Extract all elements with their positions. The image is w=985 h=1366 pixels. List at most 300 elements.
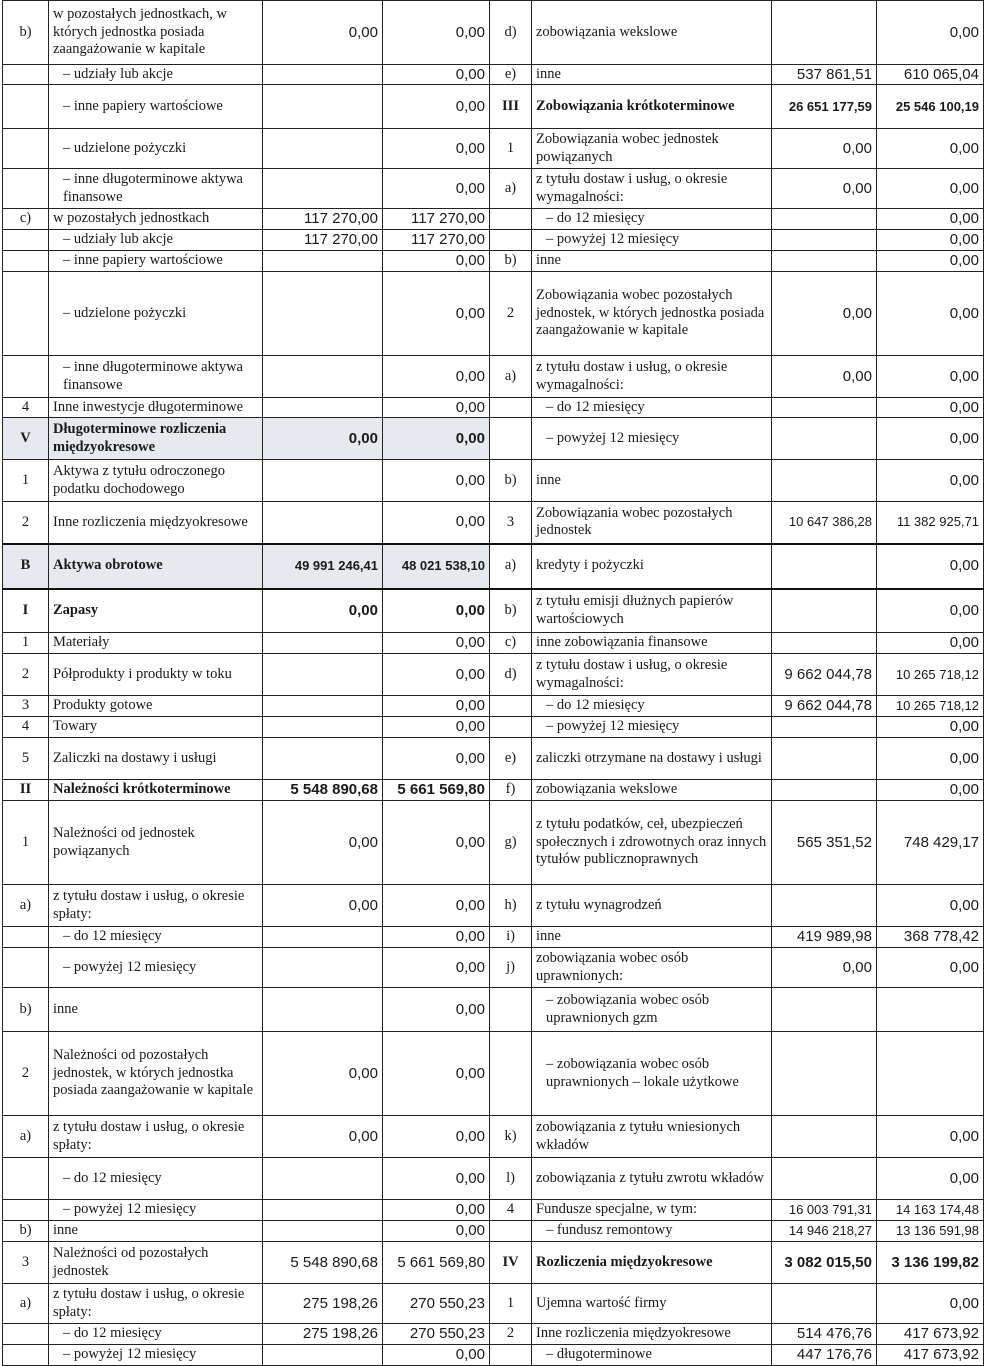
asset-value-current: 0,00 [263, 1116, 383, 1158]
liability-value-previous: 11 382 925,71 [877, 502, 984, 544]
asset-item-label: – do 12 miesięcy [49, 1324, 263, 1345]
liability-item-label: z tytułu podatków, ceł, ubezpieczeń społecznych i zdrowotnych oraz innych tytułów publicznoprawnych [532, 801, 772, 885]
liability-value-current [772, 1158, 877, 1200]
table-row [3, 272, 984, 356]
liability-item-number: 1 [490, 129, 532, 169]
liability-item-number [490, 1032, 532, 1116]
liability-value-current: 514 476,76 [772, 1324, 877, 1345]
asset-value-previous: 0,00 [383, 418, 490, 460]
table-row [3, 1, 984, 65]
liability-value-current [772, 230, 877, 251]
liability-value-previous: 0,00 [877, 885, 984, 927]
asset-value-current [263, 696, 383, 717]
liability-value-previous [877, 1032, 984, 1116]
asset-value-previous: 270 550,23 [383, 1284, 490, 1324]
asset-value-current [263, 85, 383, 129]
liability-item-number [490, 1345, 532, 1366]
asset-item-number: 2 [3, 654, 49, 696]
liability-item-number: k) [490, 1116, 532, 1158]
table-row [3, 1284, 984, 1324]
liability-item-label: – zobowiązania wobec osób uprawnionych – lokale użytkowe [532, 1032, 772, 1116]
liability-item-label: zobowiązania z tytułu wniesionych wkładów [532, 1116, 772, 1158]
liability-item-label: – długoterminowe [532, 1345, 772, 1366]
asset-item-number [3, 1345, 49, 1366]
asset-value-previous: 5 661 569,80 [383, 1242, 490, 1284]
asset-value-current [263, 502, 383, 544]
liability-item-number: 2 [490, 272, 532, 356]
liability-value-current: 0,00 [772, 356, 877, 398]
liability-item-number: b) [490, 589, 532, 633]
asset-item-number: c) [3, 209, 49, 230]
liability-value-previous: 0,00 [877, 738, 984, 780]
asset-value-previous: 0,00 [383, 633, 490, 654]
asset-value-current [263, 272, 383, 356]
liability-item-number [490, 209, 532, 230]
liability-item-label: Zobowiązania wobec jednostek powiązanych [532, 129, 772, 169]
table-row [3, 717, 984, 738]
liability-value-previous: 0,00 [877, 418, 984, 460]
liability-item-number: b) [490, 460, 532, 502]
liability-item-number: d) [490, 654, 532, 696]
asset-item-label: Zaliczki na dostawy i usługi [49, 738, 263, 780]
asset-item-label: – inne papiery wartościowe [49, 251, 263, 272]
asset-item-number [3, 230, 49, 251]
liability-value-previous: 10 265 718,12 [877, 654, 984, 696]
asset-item-label: Półprodukty i produkty w toku [49, 654, 263, 696]
asset-value-previous: 117 270,00 [383, 209, 490, 230]
table-row [3, 696, 984, 717]
asset-value-previous: 0,00 [383, 589, 490, 633]
asset-value-previous: 270 550,23 [383, 1324, 490, 1345]
asset-item-label: z tytułu dostaw i usług, o okresie spłaty: [49, 1284, 263, 1324]
asset-value-previous: 0,00 [383, 801, 490, 885]
liability-value-previous: 0,00 [877, 633, 984, 654]
asset-value-current: 275 198,26 [263, 1284, 383, 1324]
asset-value-current: 0,00 [263, 1, 383, 65]
table-row [3, 927, 984, 948]
liability-item-number: III [490, 85, 532, 129]
asset-value-previous: 0,00 [383, 717, 490, 738]
asset-item-number [3, 251, 49, 272]
asset-item-number: a) [3, 1116, 49, 1158]
liability-value-previous: 368 778,42 [877, 927, 984, 948]
liability-value-previous: 0,00 [877, 460, 984, 502]
asset-item-label: – do 12 miesięcy [49, 1158, 263, 1200]
liability-value-previous: 0,00 [877, 129, 984, 169]
table-row [3, 780, 984, 801]
liability-item-number: e) [490, 738, 532, 780]
asset-value-previous: 0,00 [383, 502, 490, 544]
liability-item-label: Zobowiązania krótkoterminowe [532, 85, 772, 129]
table-row [3, 1242, 984, 1284]
liability-item-label: z tytułu dostaw i usług, o okresie wymagalności: [532, 654, 772, 696]
liability-value-previous: 417 673,92 [877, 1324, 984, 1345]
liability-item-label: Fundusze specjalne, w tym: [532, 1200, 772, 1221]
asset-item-label: Należności od jednostek powiązanych [49, 801, 263, 885]
asset-value-current [263, 738, 383, 780]
liability-item-number: e) [490, 65, 532, 85]
asset-item-number: V [3, 418, 49, 460]
liability-value-previous: 0,00 [877, 209, 984, 230]
liability-item-label: z tytułu emisji dłużnych papierów wartościowych [532, 589, 772, 633]
liability-item-label: Inne rozliczenia międzyokresowe [532, 1324, 772, 1345]
liability-value-current [772, 780, 877, 801]
liability-item-number: 1 [490, 1284, 532, 1324]
asset-item-label: Należności od pozostałych jednostek, w których jednostka posiada zaangażowanie w kapitale [49, 1032, 263, 1116]
asset-item-label: Aktywa obrotowe [49, 544, 263, 589]
asset-value-previous: 0,00 [383, 1116, 490, 1158]
liability-item-label: – do 12 miesięcy [532, 398, 772, 418]
asset-item-number: II [3, 780, 49, 801]
liability-value-previous: 0,00 [877, 1, 984, 65]
asset-item-number: b) [3, 1, 49, 65]
liability-item-label: Ujemna wartość firmy [532, 1284, 772, 1324]
table-row [3, 801, 984, 885]
asset-item-number [3, 169, 49, 209]
asset-item-number: 3 [3, 696, 49, 717]
liability-item-number: h) [490, 885, 532, 927]
liability-item-number: c) [490, 633, 532, 654]
liability-item-number: b) [490, 251, 532, 272]
asset-value-current [263, 460, 383, 502]
liability-value-current: 16 003 791,31 [772, 1200, 877, 1221]
liability-item-label: – fundusz remontowy [532, 1221, 772, 1242]
table-row [3, 251, 984, 272]
liability-item-label: zobowiązania wekslowe [532, 780, 772, 801]
asset-value-previous: 0,00 [383, 1345, 490, 1366]
asset-item-number: 5 [3, 738, 49, 780]
asset-value-previous: 0,00 [383, 927, 490, 948]
liability-value-previous: 0,00 [877, 1116, 984, 1158]
liability-value-previous: 0,00 [877, 1284, 984, 1324]
liability-value-current: 419 989,98 [772, 927, 877, 948]
liability-value-previous: 0,00 [877, 251, 984, 272]
table-row [3, 589, 984, 633]
liability-value-current [772, 1032, 877, 1116]
table-row [3, 230, 984, 251]
asset-value-previous: 0,00 [383, 1200, 490, 1221]
liability-item-label: – zobowiązania wobec osób uprawnionych gzm [532, 988, 772, 1032]
asset-item-number: 1 [3, 633, 49, 654]
asset-item-number [3, 1324, 49, 1345]
liability-value-current [772, 251, 877, 272]
asset-value-previous: 0,00 [383, 738, 490, 780]
liability-item-number [490, 418, 532, 460]
asset-item-label: – do 12 miesięcy [49, 927, 263, 948]
liability-item-number: 4 [490, 1200, 532, 1221]
liability-item-label: – powyżej 12 miesięcy [532, 717, 772, 738]
asset-value-previous: 0,00 [383, 988, 490, 1032]
liability-value-current: 537 861,51 [772, 65, 877, 85]
liability-item-label: – powyżej 12 miesięcy [532, 230, 772, 251]
table-row [3, 885, 984, 927]
asset-item-label: – inne papiery wartościowe [49, 85, 263, 129]
asset-item-number: a) [3, 885, 49, 927]
liability-value-previous: 0,00 [877, 544, 984, 589]
asset-item-label: inne [49, 1221, 263, 1242]
liability-value-current: 26 651 177,59 [772, 85, 877, 129]
table-row [3, 633, 984, 654]
asset-value-current [263, 1158, 383, 1200]
liability-item-number: a) [490, 544, 532, 589]
liability-item-label: zobowiązania wobec osób uprawnionych: [532, 948, 772, 988]
asset-value-previous: 0,00 [383, 398, 490, 418]
asset-value-previous: 0,00 [383, 1158, 490, 1200]
asset-item-label: Materiały [49, 633, 263, 654]
asset-item-label: Zapasy [49, 589, 263, 633]
liability-value-current [772, 1284, 877, 1324]
asset-item-number [3, 65, 49, 85]
asset-value-current [263, 251, 383, 272]
asset-value-current: 0,00 [263, 589, 383, 633]
asset-item-label: Należności krótkoterminowe [49, 780, 263, 801]
asset-value-previous: 48 021 538,10 [383, 544, 490, 589]
asset-value-current [263, 169, 383, 209]
liability-item-number: j) [490, 948, 532, 988]
liability-value-previous: 13 136 591,98 [877, 1221, 984, 1242]
asset-item-number: 2 [3, 502, 49, 544]
asset-item-label: – powyżej 12 miesięcy [49, 1345, 263, 1366]
asset-value-previous: 0,00 [383, 885, 490, 927]
liability-value-current: 0,00 [772, 169, 877, 209]
table-body [3, 1, 984, 1366]
liability-item-number: f) [490, 780, 532, 801]
asset-value-previous: 0,00 [383, 251, 490, 272]
liability-value-current: 0,00 [772, 129, 877, 169]
liability-item-label: inne [532, 927, 772, 948]
asset-value-previous: 0,00 [383, 169, 490, 209]
asset-value-current [263, 927, 383, 948]
balance-sheet [2, 0, 983, 1366]
asset-item-label: inne [49, 988, 263, 1032]
liability-item-label: inne [532, 460, 772, 502]
liability-value-current [772, 988, 877, 1032]
asset-value-current [263, 1200, 383, 1221]
table-row [3, 1200, 984, 1221]
asset-item-label: Produkty gotowe [49, 696, 263, 717]
liability-value-previous: 0,00 [877, 230, 984, 251]
asset-item-number: a) [3, 1284, 49, 1324]
liability-item-label: zaliczki otrzymane na dostawy i usługi [532, 738, 772, 780]
asset-value-previous: 0,00 [383, 1221, 490, 1242]
liability-value-previous: 0,00 [877, 780, 984, 801]
liability-item-label: kredyty i pożyczki [532, 544, 772, 589]
liability-item-number [490, 1221, 532, 1242]
table-row [3, 65, 984, 85]
table-row [3, 1158, 984, 1200]
asset-value-previous: 0,00 [383, 85, 490, 129]
liability-item-number: a) [490, 169, 532, 209]
asset-item-label: Aktywa z tytułu odroczonego podatku dochodowego [49, 460, 263, 502]
liability-value-current: 0,00 [772, 272, 877, 356]
liability-value-previous [877, 988, 984, 1032]
liability-item-number: 2 [490, 1324, 532, 1345]
asset-value-previous: 117 270,00 [383, 230, 490, 251]
liability-value-previous: 0,00 [877, 398, 984, 418]
liability-value-current [772, 633, 877, 654]
liability-item-label: Zobowiązania wobec pozostałych jednostek, w których jednostka posiada zaangażowanie w kapitale [532, 272, 772, 356]
asset-value-current [263, 1345, 383, 1366]
asset-item-number: 1 [3, 801, 49, 885]
table-row [3, 738, 984, 780]
asset-item-label: – udzielone pożyczki [49, 129, 263, 169]
table-row [3, 1345, 984, 1366]
liability-item-label: z tytułu wynagrodzeń [532, 885, 772, 927]
liability-value-previous: 0,00 [877, 717, 984, 738]
liability-item-number: i) [490, 927, 532, 948]
asset-value-previous: 0,00 [383, 272, 490, 356]
liability-value-previous: 748 429,17 [877, 801, 984, 885]
asset-item-label: w pozostałych jednostkach [49, 209, 263, 230]
liability-item-number: g) [490, 801, 532, 885]
asset-value-previous: 0,00 [383, 460, 490, 502]
asset-item-number [3, 356, 49, 398]
table-row [3, 1116, 984, 1158]
asset-value-current [263, 654, 383, 696]
liability-item-label: – powyżej 12 miesięcy [532, 418, 772, 460]
asset-item-label: Inne inwestycje długoterminowe [49, 398, 263, 418]
liability-value-previous: 14 163 174,48 [877, 1200, 984, 1221]
asset-value-current: 0,00 [263, 801, 383, 885]
asset-item-label: z tytułu dostaw i usług, o okresie spłaty: [49, 1116, 263, 1158]
liability-value-previous: 0,00 [877, 169, 984, 209]
asset-value-current [263, 988, 383, 1032]
asset-value-current [263, 633, 383, 654]
table-row [3, 502, 984, 544]
asset-value-previous: 0,00 [383, 654, 490, 696]
liability-item-number: IV [490, 1242, 532, 1284]
liability-value-current [772, 1, 877, 65]
asset-item-label: w pozostałych jednostkach, w których jednostka posiada zaangażowanie w kapitale [49, 1, 263, 65]
table-row [3, 209, 984, 230]
liability-value-current [772, 1116, 877, 1158]
asset-item-number [3, 1158, 49, 1200]
liability-value-previous: 3 136 199,82 [877, 1242, 984, 1284]
liability-item-number: d) [490, 1, 532, 65]
asset-item-label: – powyżej 12 miesięcy [49, 948, 263, 988]
asset-value-previous: 0,00 [383, 356, 490, 398]
asset-value-current: 0,00 [263, 1032, 383, 1116]
liability-item-number [490, 696, 532, 717]
asset-value-previous: 0,00 [383, 65, 490, 85]
asset-item-number: I [3, 589, 49, 633]
asset-value-current: 117 270,00 [263, 230, 383, 251]
table-row [3, 85, 984, 129]
asset-value-current [263, 398, 383, 418]
liability-value-current: 3 082 015,50 [772, 1242, 877, 1284]
liability-item-label: zobowiązania z tytułu zwrotu wkładów [532, 1158, 772, 1200]
liability-item-number [490, 988, 532, 1032]
liability-value-previous: 0,00 [877, 272, 984, 356]
liability-item-label: Zobowiązania wobec pozostałych jednostek [532, 502, 772, 544]
asset-item-number: B [3, 544, 49, 589]
asset-value-previous: 0,00 [383, 696, 490, 717]
asset-value-current: 0,00 [263, 885, 383, 927]
liability-value-current: 565 351,52 [772, 801, 877, 885]
liability-item-number: 3 [490, 502, 532, 544]
table-row [3, 169, 984, 209]
asset-value-current: 49 991 246,41 [263, 544, 383, 589]
liability-value-current: 14 946 218,27 [772, 1221, 877, 1242]
asset-value-current [263, 65, 383, 85]
liability-item-label: z tytułu dostaw i usług, o okresie wymagalności: [532, 356, 772, 398]
asset-value-previous: 0,00 [383, 1032, 490, 1116]
liability-item-number: a) [490, 356, 532, 398]
asset-item-label: z tytułu dostaw i usług, o okresie spłaty: [49, 885, 263, 927]
asset-item-number [3, 927, 49, 948]
table-row [3, 129, 984, 169]
table-row [3, 418, 984, 460]
asset-item-label: – udziały lub akcje [49, 65, 263, 85]
liability-value-previous: 417 673,92 [877, 1345, 984, 1366]
liability-value-previous: 10 265 718,12 [877, 696, 984, 717]
liability-value-current: 9 662 044,78 [772, 696, 877, 717]
table-row [3, 544, 984, 589]
asset-item-label: Towary [49, 717, 263, 738]
asset-item-number: b) [3, 1221, 49, 1242]
asset-value-previous: 0,00 [383, 129, 490, 169]
asset-item-label: Długoterminowe rozliczenia międzyokresowe [49, 418, 263, 460]
liability-value-current [772, 398, 877, 418]
asset-value-current: 0,00 [263, 418, 383, 460]
table-row [3, 988, 984, 1032]
asset-item-label: – inne długoterminowe aktywa finansowe [49, 356, 263, 398]
asset-item-label: – udzielone pożyczki [49, 272, 263, 356]
asset-item-number: 4 [3, 717, 49, 738]
liability-value-previous: 0,00 [877, 356, 984, 398]
liability-value-previous: 610 065,04 [877, 65, 984, 85]
asset-value-current: 5 548 890,68 [263, 780, 383, 801]
asset-item-number [3, 1200, 49, 1221]
asset-value-previous: 0,00 [383, 1, 490, 65]
liability-value-previous: 0,00 [877, 948, 984, 988]
liability-value-current [772, 589, 877, 633]
table-row [3, 356, 984, 398]
liability-value-current [772, 460, 877, 502]
asset-item-number [3, 948, 49, 988]
liability-item-number [490, 230, 532, 251]
liability-value-current: 447 176,76 [772, 1345, 877, 1366]
liability-item-label: inne zobowiązania finansowe [532, 633, 772, 654]
asset-item-label: Inne rozliczenia międzyokresowe [49, 502, 263, 544]
asset-item-number: b) [3, 988, 49, 1032]
liability-value-previous: 0,00 [877, 1158, 984, 1200]
asset-item-number [3, 129, 49, 169]
asset-value-current [263, 129, 383, 169]
liability-item-number [490, 717, 532, 738]
asset-item-number [3, 272, 49, 356]
liability-item-label: inne [532, 65, 772, 85]
liability-value-previous: 0,00 [877, 589, 984, 633]
liability-item-label: – do 12 miesięcy [532, 209, 772, 230]
table-row [3, 654, 984, 696]
liability-value-current: 0,00 [772, 948, 877, 988]
table-row [3, 460, 984, 502]
asset-value-current: 275 198,26 [263, 1324, 383, 1345]
table-row [3, 1032, 984, 1116]
asset-value-previous: 5 661 569,80 [383, 780, 490, 801]
asset-value-current: 5 548 890,68 [263, 1242, 383, 1284]
liability-value-current [772, 738, 877, 780]
liability-item-label: Rozliczenia międzyokresowe [532, 1242, 772, 1284]
liability-value-current: 9 662 044,78 [772, 654, 877, 696]
asset-item-label: – powyżej 12 miesięcy [49, 1200, 263, 1221]
asset-value-previous: 0,00 [383, 948, 490, 988]
asset-value-current [263, 717, 383, 738]
asset-item-label: – inne długoterminowe aktywa finansowe [49, 169, 263, 209]
table-row [3, 948, 984, 988]
liability-value-current [772, 885, 877, 927]
